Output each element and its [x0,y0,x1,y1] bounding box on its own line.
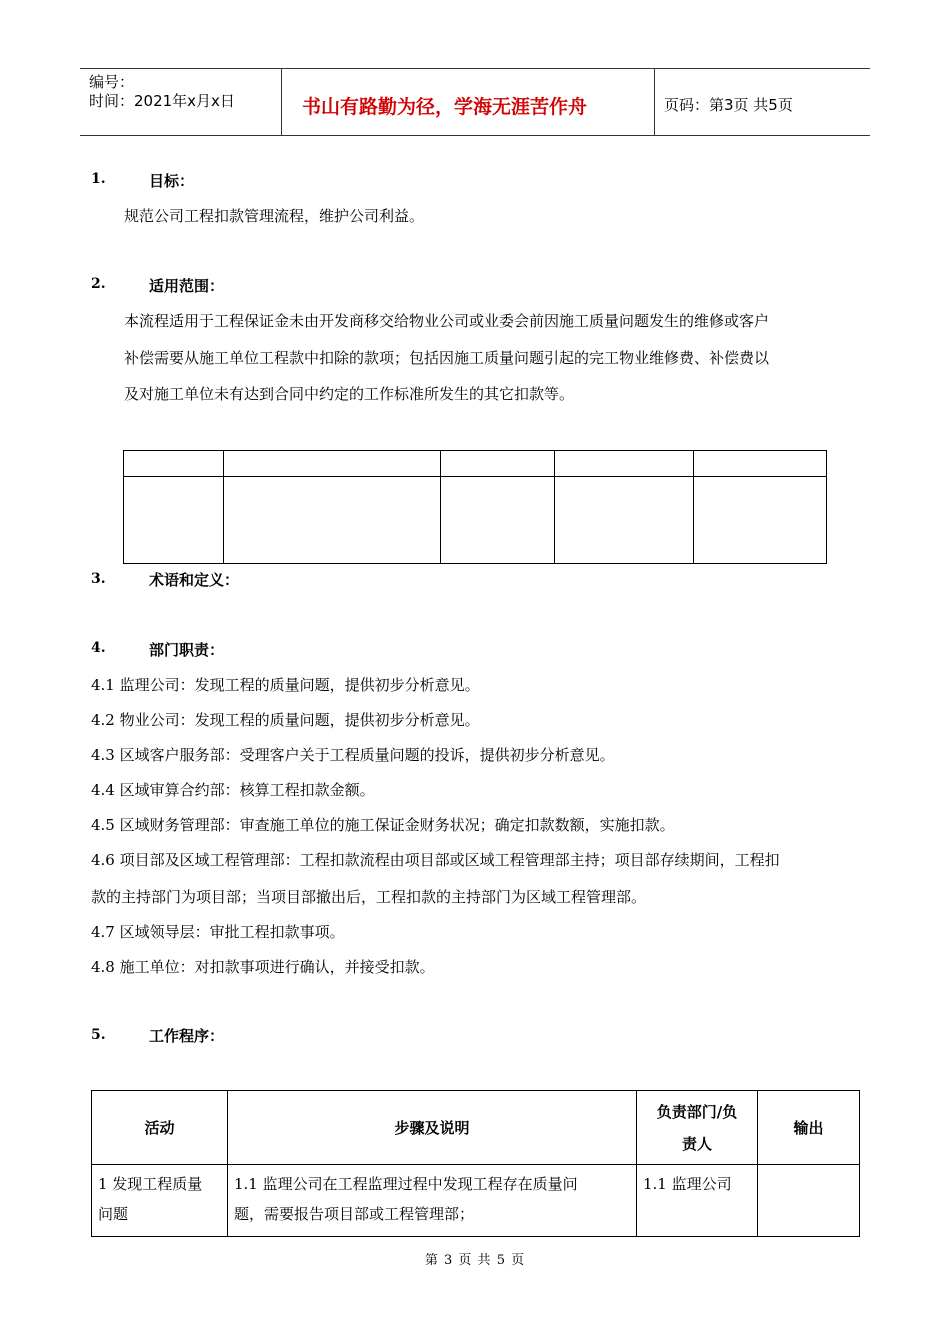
row1-step: 1.1 监理公司在工程监理过程中发现工程存在质量问 题，需要报告项目部或工程管理部； [228,1165,637,1237]
header-output: 输出 [758,1091,860,1165]
grid-cell [224,477,441,564]
row1-activity: 1 发现工程质量 问题 [92,1165,228,1237]
grid-cell [441,477,555,564]
header-bottom-border [80,135,870,136]
grid-cell [555,477,694,564]
duty-item: 4.6 项目部及区域工程管理部：工程扣款流程由项目部或区域工程管理部主持；项目部存续期间，工程扣 [91,851,780,869]
duty-item: 4.3 区域客户服务部：受理客户关于工程质量问题的投诉，提供初步分析意见。 [91,746,615,764]
section-2-number: 2. [91,276,106,292]
row1-dept: 1.1 监理公司 [637,1165,758,1237]
header-code: 编号： [89,73,135,91]
page-footer: 第 3 页 共 5 页 [424,1253,526,1268]
section-2-line-1: 本流程适用于工程保证金未由开发商移交给物业公司或业委会前因施工质量问题发生的维修或客户 [124,312,770,330]
grid-cell [224,451,441,477]
header-divider-1 [281,69,282,135]
duty-item: 4.4 区域审算合约部：核算工程扣款金额。 [91,781,375,799]
header-page-info: 页码：第3页 共5页 [664,96,793,114]
duty-item-continuation: 款的主持部门为项目部；当项目部撤出后，工程扣款的主持部门为区域工程管理部。 [91,888,647,906]
duty-item: 4.1 监理公司：发现工程的质量问题，提供初步分析意见。 [91,676,480,694]
section-3-number: 3. [91,571,106,587]
duty-item: 4.7 区域领导层：审批工程扣款事项。 [91,923,345,941]
grid-cell [694,451,827,477]
header-dept-line-1: 负责部门/负 [656,1102,738,1121]
section-4-title: 部门职责： [149,641,225,659]
grid-cell [555,451,694,477]
section-4-number: 4. [91,640,106,656]
section-2-title: 适用范围： [149,277,225,295]
duty-item: 4.8 施工单位：对扣款事项进行确认，并接受扣款。 [91,958,435,976]
section-3-title: 术语和定义： [149,571,240,589]
header-top-border [80,68,870,69]
section-2-line-2: 补偿需要从施工单位工程款中扣除的款项；包括因施工质量问题引起的完工物业维修费、补偿费以 [124,349,770,367]
header-divider-2 [654,69,655,135]
grid-cell [124,477,224,564]
duty-item: 4.5 区域财务管理部：审查施工单位的施工保证金财务状况；确定扣款数额，实施扣款。 [91,816,675,834]
header-activity: 活动 [92,1091,228,1165]
row1-output [758,1165,860,1237]
header-steps: 步骤及说明 [228,1091,637,1165]
empty-grid-table [123,450,827,564]
section-1-title: 目标： [149,172,195,190]
grid-cell [124,451,224,477]
procedure-table [91,1090,860,1237]
grid-cell [441,451,555,477]
header-time: 时间：2021年x月x日 [89,92,235,110]
section-2-line-3: 及对施工单位未有达到合同中约定的工作标准所发生的其它扣款等。 [124,385,575,403]
section-5-number: 5. [91,1027,106,1043]
section-1-body: 规范公司工程扣款管理流程，维护公司利益。 [124,207,425,225]
grid-cell [694,477,827,564]
header-dept [637,1091,758,1165]
header-motto: 书山有路勤为径，学海无涯苦作舟 [302,96,588,118]
header-dept-line-2: 责人 [681,1134,712,1153]
section-5-title: 工作程序： [149,1027,225,1045]
duty-item: 4.2 物业公司：发现工程的质量问题，提供初步分析意见。 [91,711,480,729]
section-1-number: 1. [91,171,106,187]
